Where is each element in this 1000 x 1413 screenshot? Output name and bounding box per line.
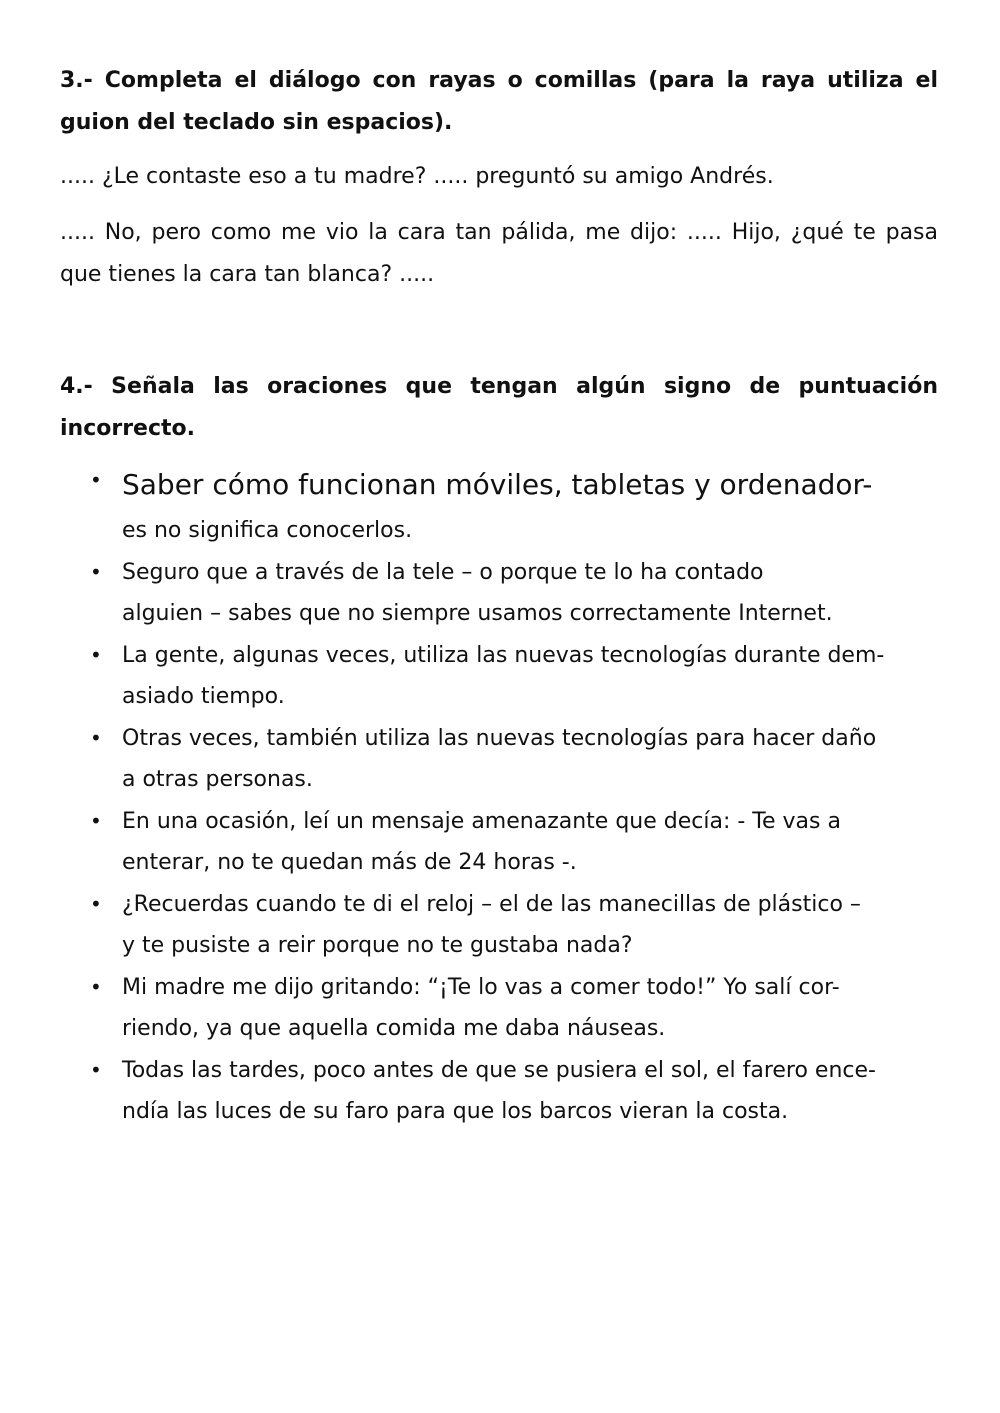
bullet-icon: • [90, 809, 102, 833]
list-item[interactable] [60, 801, 938, 883]
sentence-line: es no significa conocerlos. [122, 518, 413, 543]
dialogue-line-1: ..... ¿Le contaste eso a tu madre? ..... preguntó su amigo Andrés. [60, 164, 774, 189]
sentence-line: Saber cómo funcionan móviles, tabletas y ordenador- [122, 468, 873, 501]
sentence-line: En una ocasión, leí un mensaje amenazante que decía: - Te vas a [122, 809, 841, 834]
list-item[interactable] [60, 967, 938, 1049]
sentence-list [60, 460, 938, 1132]
list-item[interactable] [60, 460, 938, 551]
sentence-line: ¿Recuerdas cuando te di el reloj – el de las manecillas de plástico – [122, 892, 861, 917]
sentence-line: alguien – sabes que no siempre usamos correctamente Internet. [122, 601, 833, 626]
bullet-icon: • [90, 468, 102, 492]
list-item[interactable] [60, 884, 938, 966]
list-item[interactable] [60, 718, 938, 800]
sentence-line: riendo, ya que aquella comida me daba náuseas. [122, 1016, 666, 1041]
bullet-icon: • [90, 1058, 102, 1082]
sentence-line: ndía las luces de su faro para que los barcos vieran la costa. [122, 1099, 789, 1124]
bullet-icon: • [90, 643, 102, 667]
sentence-line: La gente, algunas veces, utiliza las nuevas tecnologías durante dem- [122, 643, 885, 668]
sentence-line: a otras personas. [122, 767, 313, 792]
list-item[interactable] [60, 552, 938, 634]
section4 [60, 366, 938, 1132]
list-item[interactable] [60, 1050, 938, 1132]
sentence-line: y te pusiste a reir porque no te gustaba nada? [122, 933, 633, 958]
dialogue-line-2: ..... No, pero como me vio la cara tan pálida, me dijo: ..... Hijo, ¿qué te pasa que tienes la cara tan blanca? ..... [60, 220, 938, 287]
bullet-icon: • [90, 560, 102, 584]
sentence-line: Todas las tardes, poco antes de que se pusiera el sol, el farero ence- [122, 1058, 876, 1083]
bullet-icon: • [90, 726, 102, 750]
sentence-line: enterar, no te quedan más de 24 horas -. [122, 850, 577, 875]
bullet-icon: • [90, 892, 102, 916]
list-item[interactable] [60, 635, 938, 717]
sentence-line: Otras veces, también utiliza las nuevas tecnologías para hacer daño [122, 726, 877, 751]
section3-heading: 3.- Completa el diálogo con rayas o comillas (para la raya utiliza el guion del teclado sin espacios). [60, 68, 938, 135]
sentence-line: Mi madre me dijo gritando: “¡Te lo vas a comer todo!” Yo salí cor- [122, 975, 840, 1000]
worksheet-page [60, 60, 938, 1133]
sentence-line: Seguro que a través de la tele – o porque te lo ha contado [122, 560, 764, 585]
section4-heading: 4.- Señala las oraciones que tengan algún signo de puntuación incorrecto. [60, 374, 938, 441]
bullet-icon: • [90, 975, 102, 999]
sentence-line: asiado tiempo. [122, 684, 285, 709]
